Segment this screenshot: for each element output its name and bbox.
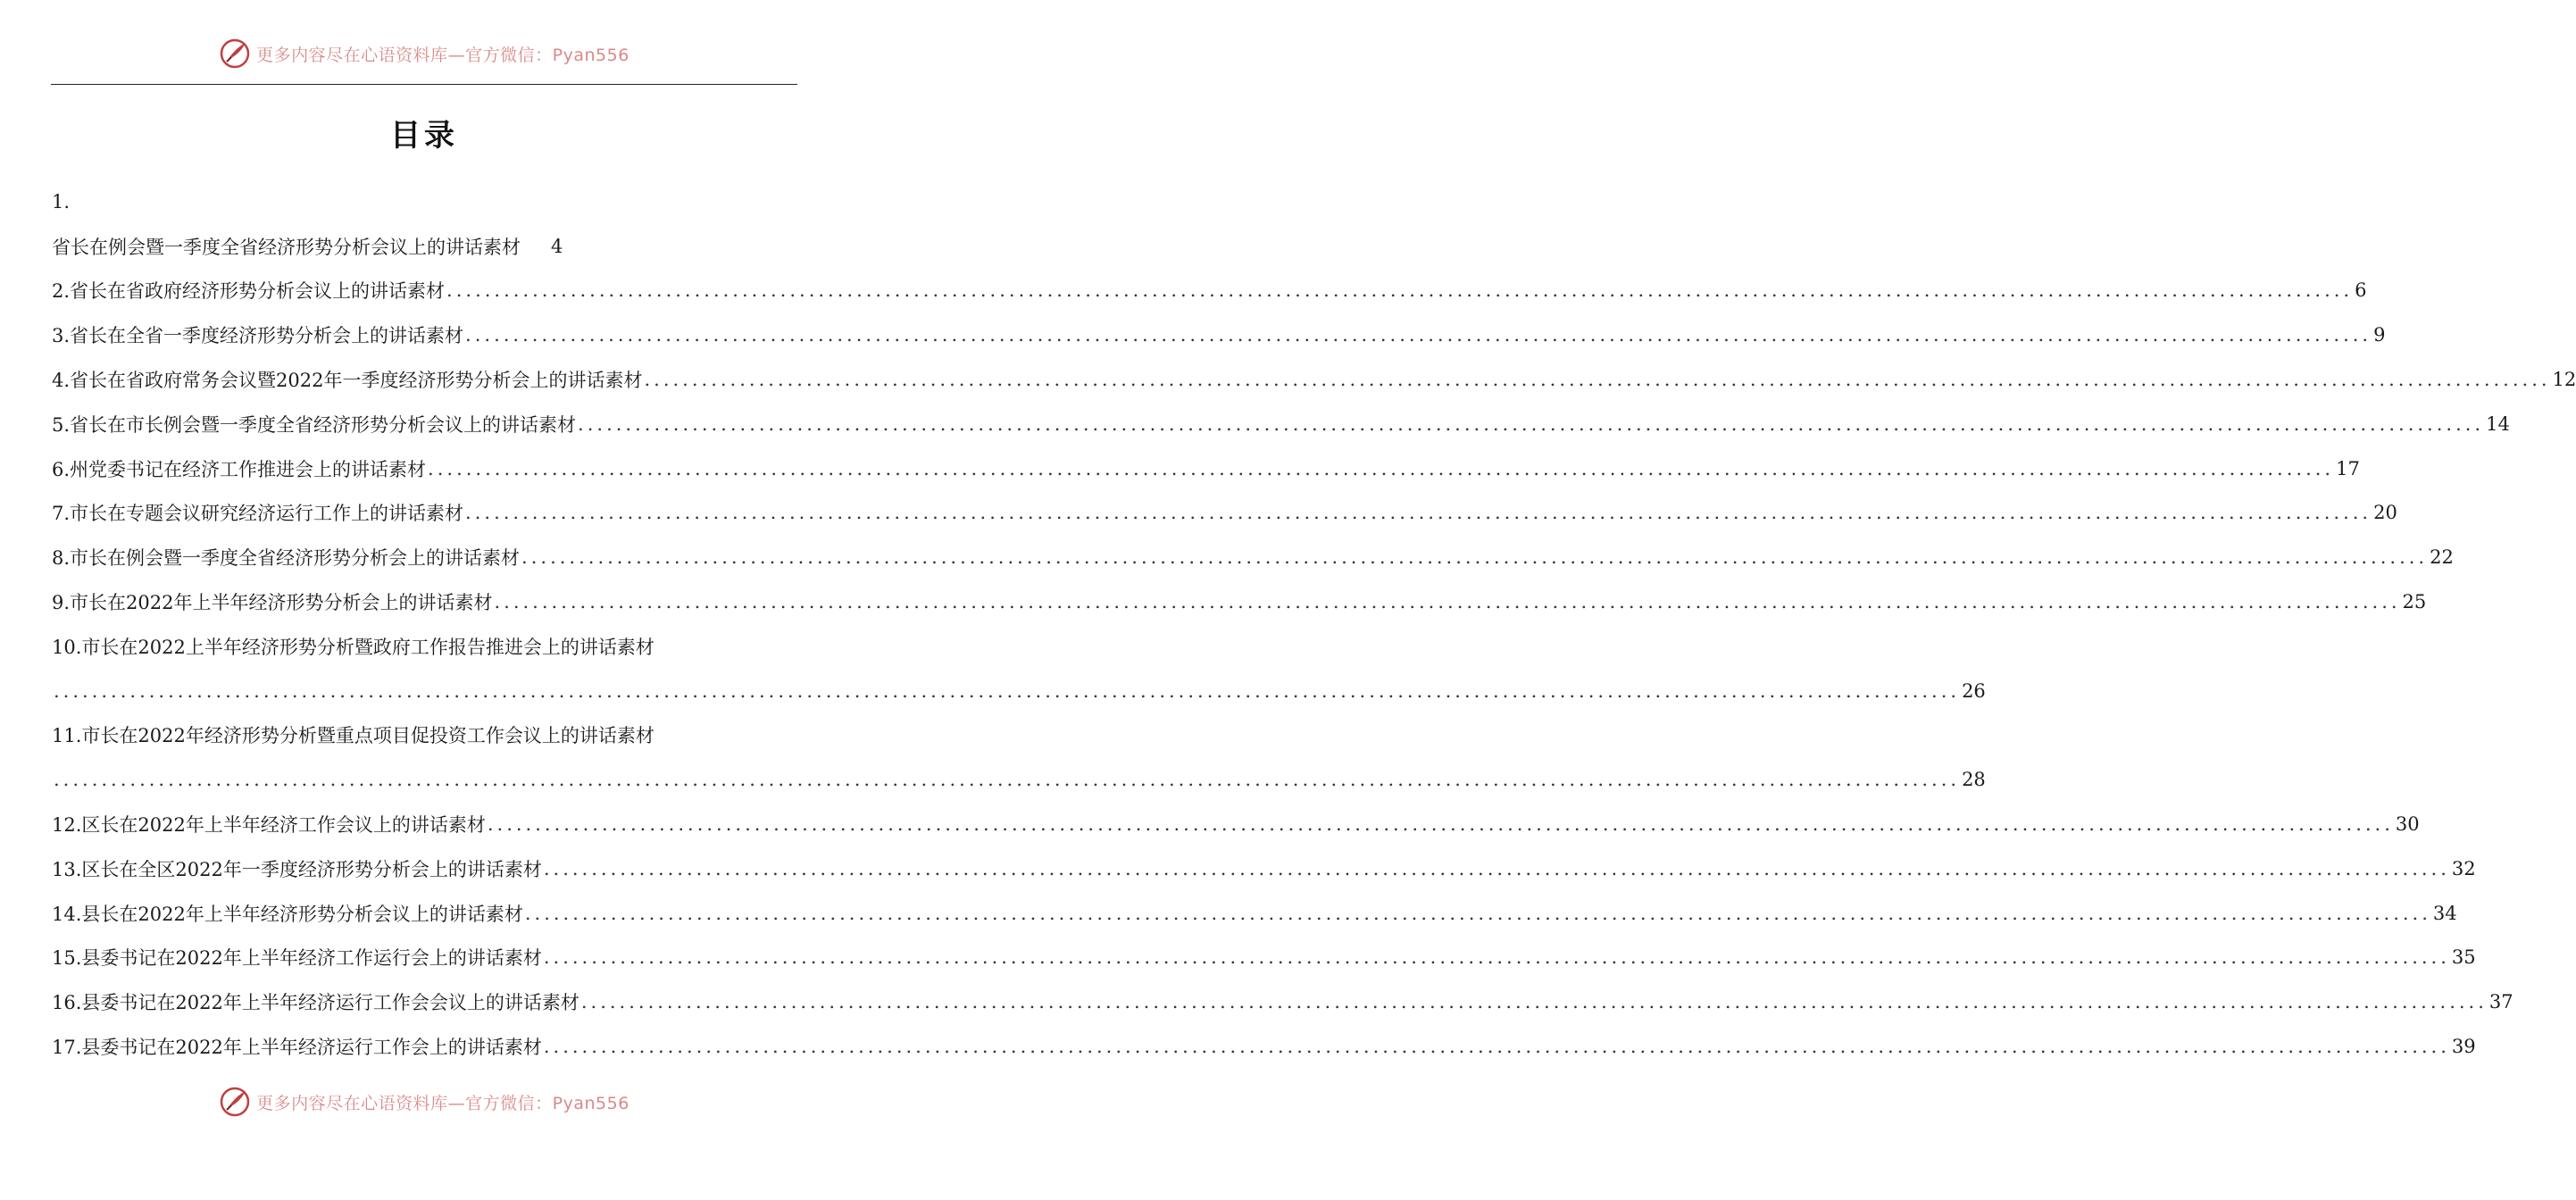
footer-banner — [0, 1082, 848, 1121]
toc-entry-title: 11.市长在2022年经济形势分析暨重点项目促投资工作会议上的讲话素材 — [52, 725, 654, 747]
toc-dot-leader: ........................................................................................................................................................................................................ — [644, 369, 2551, 391]
toc-entry-title: 10.市长在2022上半年经济形势分析暨政府工作报告推进会上的讲话素材 — [52, 636, 654, 658]
toc-dot-leader: ........................................................................................................................................................................................................ — [487, 813, 2394, 836]
toc-dot-leader: ........................................................................................................................................................................................................ — [543, 1036, 2450, 1058]
toc-entry[interactable] — [52, 1024, 2476, 1069]
toc-page-number: 6 — [2355, 279, 2367, 302]
toc-dot-leader: ........................................................................................................................................................................................................ — [521, 546, 2429, 569]
toc-dot-leader: ........................................................................................................................................................................................................ — [494, 591, 2401, 613]
toc-entry-title: 9.市长在2022年上半年经济形势分析会上的讲话素材 — [52, 592, 493, 614]
toc-entry[interactable] — [52, 402, 2510, 446]
toc-page-number: 25 — [2402, 591, 2427, 613]
toc-entry[interactable] — [52, 891, 2457, 936]
quill-logo-icon — [219, 38, 251, 70]
toc-entry[interactable] — [52, 579, 2427, 624]
toc-page-number: 9 — [2373, 324, 2386, 346]
toc-dot-leader: ........................................................................................................................................................................................................ — [465, 502, 2372, 524]
toc-page-number: 34 — [2432, 902, 2457, 924]
toc-dot-leader: ........................................................................................................................................................................................................ — [524, 902, 2431, 924]
toc-entry-title: 13.区长在全区2022年一季度经济形势分析会上的讲话素材 — [52, 858, 542, 880]
toc-page-number: 4 — [551, 235, 563, 257]
toc-entry-title: 12.区长在2022年上半年经济工作会议上的讲话素材 — [52, 814, 486, 837]
toc-page-number: 26 — [1962, 679, 1986, 702]
toc-entry[interactable] — [52, 669, 1986, 713]
toc-entry-title: 14.县长在2022年上半年经济形势分析会议上的讲话素材 — [52, 903, 523, 925]
toc-entry-title: 4.省长在省政府常务会议暨2022年一季度经济形势分析会上的讲话素材 — [52, 370, 643, 392]
footer-banner-text: 更多内容尽在心语资料库—官方微信：Pyan556 — [256, 1093, 629, 1113]
toc-dot-leader: ........................................................................................................................................................................................................ — [578, 412, 2485, 435]
toc-page-number: 32 — [2451, 857, 2476, 879]
toc-entry[interactable] — [52, 979, 2513, 1024]
header-rule — [51, 84, 797, 85]
toc-entry[interactable] — [52, 491, 2397, 536]
toc-entry[interactable] — [52, 936, 2476, 980]
toc-dot-leader: ........................................................................................................................................................................................................ — [54, 679, 1961, 702]
toc-entry-title: 6.州党委书记在经济工作推进会上的讲话素材 — [52, 458, 427, 480]
header-banner-text: 更多内容尽在心语资料库—官方微信：Pyan556 — [256, 45, 629, 65]
quill-logo-icon — [219, 1086, 251, 1118]
toc-page-number: 39 — [2451, 1036, 2476, 1058]
header-banner — [0, 34, 848, 73]
toc-entry-title: 5.省长在市长例会暨一季度全省经济形势分析会议上的讲话素材 — [52, 413, 577, 436]
toc-dot-leader: ........................................................................................................................................................................................................ — [543, 946, 2450, 969]
toc-entry[interactable] — [52, 312, 2386, 357]
table-of-contents — [52, 179, 2576, 1069]
toc-page-number: 22 — [2430, 546, 2454, 569]
toc-entry[interactable] — [52, 757, 1986, 802]
toc-entry[interactable] — [52, 269, 2367, 313]
toc-page-number: 35 — [2451, 946, 2476, 969]
toc-entry-title: 17.县委书记在2022年上半年经济运行工作会上的讲话素材 — [52, 1037, 542, 1059]
toc-page-number: 30 — [2395, 813, 2420, 836]
toc-entry-title: 1. — [52, 190, 71, 212]
toc-dot-leader: ........................................................................................................................................................................................................ — [465, 324, 2372, 346]
toc-entry[interactable] — [52, 357, 2576, 402]
toc-entry-title: 15.县委书记在2022年上半年经济工作运行会上的讲话素材 — [52, 947, 542, 970]
toc-page-number: 28 — [1962, 769, 1986, 791]
toc-dot-leader: ........................................................................................................................................................................................................ — [428, 457, 2335, 479]
toc-entry-title: 2.省长在省政府经济形势分析会议上的讲话素材 — [52, 280, 446, 303]
toc-dot-leader: ........................................................................................................................................................................................................ — [54, 769, 1961, 791]
toc-entry-title: 省长在例会暨一季度全省经济形势分析会议上的讲话素材 — [52, 236, 521, 258]
toc-entry[interactable] — [52, 535, 2454, 579]
toc-entry-title: 8.市长在例会暨一季度全省经济形势分析会上的讲话素材 — [52, 547, 521, 570]
toc-entry-title: 3.省长在全省一季度经济形势分析会上的讲话素材 — [52, 325, 464, 347]
toc-entry[interactable] — [52, 179, 796, 224]
toc-page-number: 17 — [2336, 457, 2360, 479]
toc-entry[interactable] — [52, 224, 796, 269]
toc-page-number: 37 — [2488, 991, 2513, 1013]
toc-entry[interactable] — [52, 802, 2420, 846]
toc-dot-leader: ........................................................................................................................................................................................................ — [446, 279, 2354, 302]
toc-dot-leader: ........................................................................................................................................................................................................ — [543, 857, 2450, 879]
toc-entry[interactable] — [52, 624, 796, 669]
toc-entry[interactable] — [52, 713, 796, 758]
page-title: 目录 — [390, 118, 458, 154]
toc-entry[interactable] — [52, 446, 2360, 491]
toc-entry-title: 7.市长在专题会议研究经济运行工作上的讲话素材 — [52, 503, 464, 525]
toc-page-number: 20 — [2373, 502, 2397, 524]
toc-dot-leader: ........................................................................................................................................................................................................ — [580, 991, 2488, 1013]
toc-entry[interactable] — [52, 846, 2476, 891]
toc-page-number: 14 — [2486, 412, 2510, 435]
toc-entry-title: 16.县委书记在2022年上半年经济运行工作会会议上的讲话素材 — [52, 992, 579, 1014]
toc-page-number: 12 — [2552, 369, 2576, 391]
